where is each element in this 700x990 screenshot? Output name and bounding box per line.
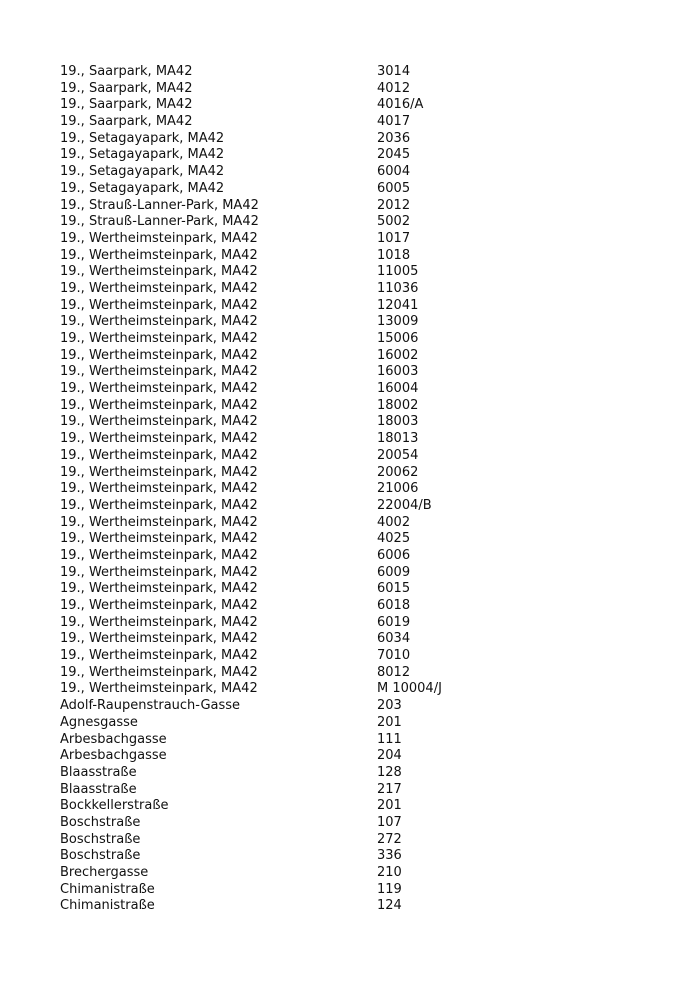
list-row [60,581,660,598]
location-name: 19., Wertheimsteinpark, MA42 [60,497,258,513]
list-row [60,448,660,465]
location-code: 2045 [377,147,411,163]
location-name: Bockkellerstraße [60,798,169,814]
list-row [60,531,660,548]
list-row [60,882,660,899]
location-name: 19., Wertheimsteinpark, MA42 [60,481,258,497]
location-code: 11005 [377,264,419,280]
list-row [60,214,660,231]
location-code: 210 [377,865,402,880]
location-code: 6009 [377,564,411,580]
location-code: 1018 [377,247,411,263]
location-code: 3014 [377,64,411,79]
location-code: 128 [377,764,402,780]
location-name: 19., Setagayapark, MA42 [60,147,225,163]
location-code: 20062 [377,464,419,480]
list-row [60,198,660,215]
location-name: Brechergasse [60,865,149,880]
location-name: Chimanistraße [60,881,155,897]
location-name: Boschstraße [60,848,141,864]
location-code: 4016/A [377,97,424,113]
location-name: 19., Strauß-Lanner-Park, MA42 [60,214,259,230]
location-code: 6019 [377,614,411,630]
list-row [60,832,660,849]
list-row [60,264,660,281]
list-row [60,698,660,715]
location-code: 6004 [377,164,411,180]
location-code: 203 [377,698,402,714]
location-name: 19., Wertheimsteinpark, MA42 [60,614,258,630]
location-name: 19., Wertheimsteinpark, MA42 [60,230,258,246]
location-name: 19., Wertheimsteinpark, MA42 [60,631,258,647]
location-name: 19., Wertheimsteinpark, MA42 [60,397,258,413]
location-code: 201 [377,798,402,814]
location-code: 21006 [377,481,419,497]
location-code: 6015 [377,581,411,597]
location-name: 19., Wertheimsteinpark, MA42 [60,331,258,346]
location-code: 6006 [377,547,411,563]
location-code: 6018 [377,598,411,613]
location-name: 19., Wertheimsteinpark, MA42 [60,347,258,363]
location-code: 16004 [377,381,419,397]
list-row [60,681,660,698]
location-name: 19., Wertheimsteinpark, MA42 [60,581,258,597]
list-row [60,598,660,615]
location-name: 19., Wertheimsteinpark, MA42 [60,280,258,296]
list-row [60,715,660,732]
list-row [60,97,660,114]
list-row [60,331,660,348]
list-row [60,298,660,315]
location-name: 19., Wertheimsteinpark, MA42 [60,514,258,530]
list-row [60,465,660,482]
location-code: 1017 [377,230,411,246]
location-code: 336 [377,848,402,864]
list-row [60,147,660,164]
location-code: 18013 [377,431,419,447]
location-code: 22004/B [377,497,432,513]
list-row [60,431,660,448]
location-code: 217 [377,781,402,797]
location-name: 19., Strauß-Lanner-Park, MA42 [60,197,259,213]
list-row [60,898,660,915]
location-code: 124 [377,898,402,914]
location-name: Adolf-Raupenstrauch-Gasse [60,698,241,714]
location-name: 19., Saarpark, MA42 [60,114,193,130]
location-name: 19., Wertheimsteinpark, MA42 [60,447,258,463]
list-row [60,748,660,765]
location-code: 201 [377,714,402,730]
location-code: 18002 [377,397,419,413]
location-code: 7010 [377,648,411,664]
location-list [60,64,660,915]
location-code: 15006 [377,331,419,346]
location-code: 2012 [377,197,411,213]
location-name: Chimanistraße [60,898,155,914]
list-row [60,765,660,782]
list-row [60,414,660,431]
location-code: 2036 [377,130,411,146]
location-code: 13009 [377,314,419,330]
list-row [60,381,660,398]
location-name: 19., Wertheimsteinpark, MA42 [60,381,258,397]
location-code: 4025 [377,531,411,547]
location-name: 19., Wertheimsteinpark, MA42 [60,314,258,330]
location-code: 20054 [377,447,419,463]
location-name: 19., Wertheimsteinpark, MA42 [60,464,258,480]
location-name: Agnesgasse [60,714,138,730]
location-code: 111 [377,731,402,747]
location-code: 272 [377,831,402,847]
location-name: 19., Wertheimsteinpark, MA42 [60,648,258,664]
location-code: 8012 [377,664,411,680]
list-row [60,231,660,248]
list-row [60,631,660,648]
location-code: 18003 [377,414,419,430]
list-row [60,665,660,682]
list-row [60,81,660,98]
list-row [60,64,660,81]
list-row [60,281,660,298]
list-row [60,131,660,148]
location-name: 19., Wertheimsteinpark, MA42 [60,414,258,430]
location-code: 16002 [377,347,419,363]
list-row [60,248,660,265]
list-row [60,865,660,882]
location-name: 19., Wertheimsteinpark, MA42 [60,564,258,580]
list-row [60,114,660,131]
location-code: 12041 [377,297,419,313]
list-row [60,498,660,515]
location-name: 19., Wertheimsteinpark, MA42 [60,364,258,380]
list-row [60,348,660,365]
location-name: 19., Saarpark, MA42 [60,97,193,113]
location-name: 19., Wertheimsteinpark, MA42 [60,664,258,680]
location-name: 19., Wertheimsteinpark, MA42 [60,531,258,547]
list-row [60,314,660,331]
location-name: 19., Saarpark, MA42 [60,64,193,79]
list-row [60,181,660,198]
location-code: 6005 [377,180,411,196]
location-name: 19., Wertheimsteinpark, MA42 [60,431,258,447]
location-code: 5002 [377,214,411,230]
location-code: 11036 [377,280,419,296]
location-name: Boschstraße [60,831,141,847]
list-row [60,732,660,749]
location-code: M 10004/J [377,681,442,697]
location-code: 119 [377,881,402,897]
list-row [60,548,660,565]
list-row [60,848,660,865]
list-row [60,398,660,415]
location-code: 6034 [377,631,411,647]
location-name: Arbesbachgasse [60,748,167,764]
list-row [60,515,660,532]
location-name: 19., Setagayapark, MA42 [60,130,225,146]
location-name: 19., Wertheimsteinpark, MA42 [60,297,258,313]
location-name: 19., Saarpark, MA42 [60,80,193,96]
list-row [60,615,660,632]
list-row [60,164,660,181]
location-code: 4002 [377,514,411,530]
location-code: 4012 [377,80,411,96]
location-name: Blaasstraße [60,781,137,797]
location-name: Arbesbachgasse [60,731,167,747]
location-code: 16003 [377,364,419,380]
location-name: Boschstraße [60,814,141,830]
location-code: 4017 [377,114,411,130]
location-name: 19., Wertheimsteinpark, MA42 [60,547,258,563]
location-name: 19., Wertheimsteinpark, MA42 [60,264,258,280]
list-row [60,648,660,665]
list-row [60,782,660,799]
location-name: 19., Setagayapark, MA42 [60,180,225,196]
location-name: Blaasstraße [60,764,137,780]
list-row [60,815,660,832]
list-row [60,798,660,815]
location-code: 107 [377,814,402,830]
location-name: 19., Wertheimsteinpark, MA42 [60,681,258,697]
list-row [60,364,660,381]
location-name: 19., Wertheimsteinpark, MA42 [60,247,258,263]
list-row [60,565,660,582]
location-name: 19., Wertheimsteinpark, MA42 [60,598,258,613]
list-row [60,481,660,498]
location-name: 19., Setagayapark, MA42 [60,164,225,180]
location-code: 204 [377,748,402,764]
